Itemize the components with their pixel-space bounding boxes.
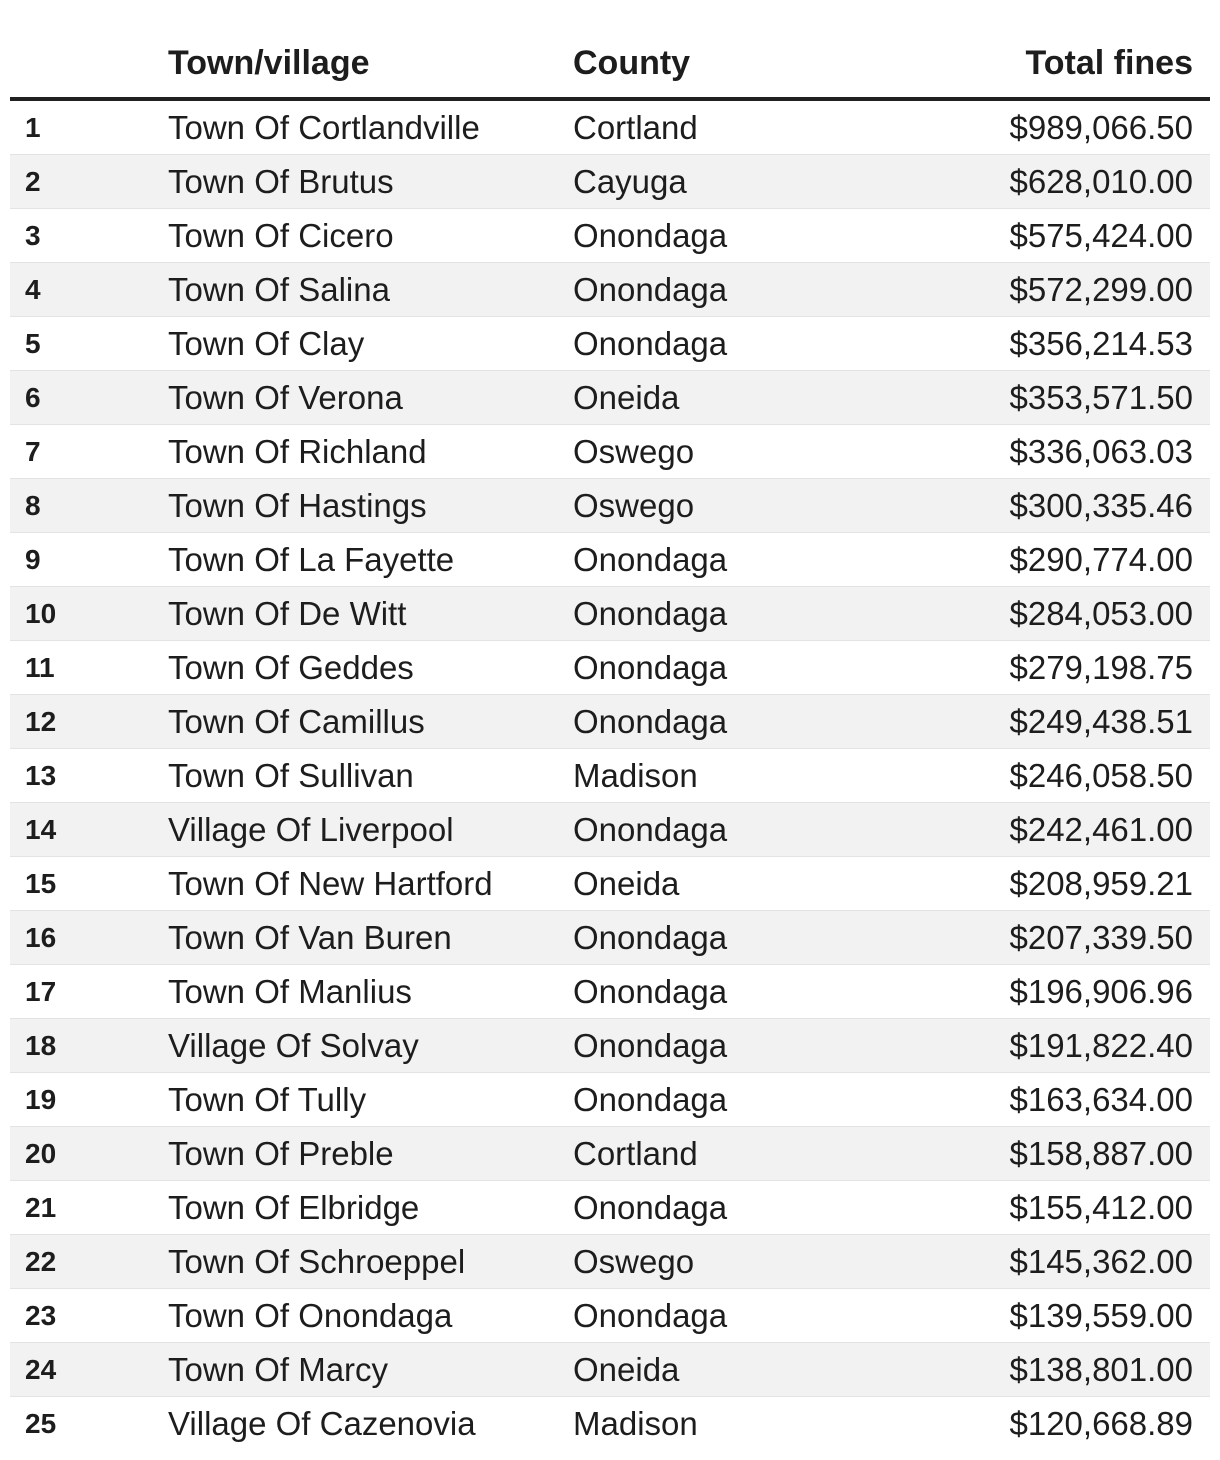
county-cell: Cortland [573, 108, 698, 146]
town-cell: Town Of Clay [168, 317, 573, 371]
fines-cell: $163,634.00 [893, 1073, 1210, 1127]
fines-cell: $989,066.50 [1009, 108, 1193, 146]
county-cell: Onondaga [573, 209, 893, 263]
town-cell: Village Of Liverpool [168, 803, 573, 857]
town-cell: Town Of Preble [168, 1127, 573, 1181]
county-cell: Oswego [573, 479, 893, 533]
col-header-rank [10, 30, 168, 99]
table-row [10, 1073, 1210, 1127]
rank-cell: 13 [10, 749, 168, 803]
table-row [10, 911, 1210, 965]
county-cell: Onondaga [573, 317, 893, 371]
town-cell: Town Of Sullivan [168, 749, 573, 803]
table-row [10, 641, 1210, 695]
town-cell: Town Of Richland [168, 425, 573, 479]
county-cell: Onondaga [573, 965, 893, 1019]
fines-cell: $336,063.03 [893, 425, 1210, 479]
fines-cell: $196,906.96 [893, 965, 1210, 1019]
fines-cell: $120,668.89 [893, 1397, 1210, 1451]
rank-cell: 25 [10, 1397, 168, 1451]
table-row [10, 425, 1210, 479]
rank-cell: 9 [10, 533, 168, 587]
town-cell: Town Of Geddes [168, 641, 573, 695]
county-cell: Madison [573, 749, 893, 803]
county-cell: Oswego [573, 1235, 893, 1289]
town-cell: Town Of Verona [168, 371, 573, 425]
fines-cell: $290,774.00 [893, 533, 1210, 587]
table-row [10, 479, 1210, 533]
col-header-county: County [573, 30, 893, 99]
fines-cell: $191,822.40 [893, 1019, 1210, 1073]
town-cell: Village Of Solvay [168, 1019, 573, 1073]
town-cell: Town Of Marcy [168, 1343, 573, 1397]
rank-cell: 23 [10, 1289, 168, 1343]
county-cell: Onondaga [573, 533, 893, 587]
town-cell: Town Of Schroeppel [168, 1235, 573, 1289]
county-cell: Oneida [573, 371, 893, 425]
rank-cell: 22 [10, 1235, 168, 1289]
rank-cell: 20 [10, 1127, 168, 1181]
fines-cell: $158,887.00 [893, 1127, 1210, 1181]
county-cell: Oneida [573, 857, 893, 911]
fines-cell: $575,424.00 [893, 209, 1210, 263]
fines-cell: $284,053.00 [893, 587, 1210, 641]
table-row [10, 1235, 1210, 1289]
county-cell: Onondaga [573, 1019, 893, 1073]
rank-cell: 4 [10, 263, 168, 317]
fines-cell: $279,198.75 [893, 641, 1210, 695]
rank-cell: 1 [25, 111, 41, 143]
town-cell: Town Of Cicero [168, 209, 573, 263]
fines-cell: $300,335.46 [893, 479, 1210, 533]
fines-cell: $208,959.21 [893, 857, 1210, 911]
county-cell: Onondaga [573, 587, 893, 641]
rank-cell: 10 [10, 587, 168, 641]
table-row [10, 1343, 1210, 1397]
town-cell: Town Of Onondaga [168, 1289, 573, 1343]
county-cell: Madison [573, 1397, 893, 1451]
county-cell: Onondaga [573, 263, 893, 317]
rank-cell: 11 [10, 641, 168, 695]
town-cell: Town Of La Fayette [168, 533, 573, 587]
county-cell: Onondaga [573, 1181, 893, 1235]
county-cell: Onondaga [573, 803, 893, 857]
rank-cell: 14 [10, 803, 168, 857]
col-header-fines: Total fines [893, 30, 1210, 99]
table-row [10, 371, 1210, 425]
rank-cell: 7 [10, 425, 168, 479]
table-row [10, 99, 1210, 155]
county-cell: Onondaga [573, 641, 893, 695]
fines-cell: $572,299.00 [893, 263, 1210, 317]
rank-cell: 16 [10, 911, 168, 965]
town-cell: Village Of Cazenovia [168, 1397, 573, 1451]
rank-cell: 2 [10, 155, 168, 209]
fines-table [10, 30, 1210, 1450]
town-cell: Town Of Camillus [168, 695, 573, 749]
town-cell: Town Of Tully [168, 1073, 573, 1127]
town-cell: Town Of Manlius [168, 965, 573, 1019]
rank-cell: 3 [10, 209, 168, 263]
table-row [10, 695, 1210, 749]
county-cell: Cayuga [573, 155, 893, 209]
table-row [10, 587, 1210, 641]
rank-cell: 5 [10, 317, 168, 371]
table-row [10, 1397, 1210, 1451]
town-cell: Town Of Elbridge [168, 1181, 573, 1235]
fines-cell: $353,571.50 [893, 371, 1210, 425]
table-row [10, 1127, 1210, 1181]
county-cell: Onondaga [573, 1289, 893, 1343]
fines-cell: $628,010.00 [893, 155, 1210, 209]
rank-cell: 12 [10, 695, 168, 749]
county-cell: Cortland [573, 1127, 893, 1181]
header-row [10, 30, 1210, 99]
table-row [10, 209, 1210, 263]
table-row [10, 965, 1210, 1019]
table-row [10, 857, 1210, 911]
table-row [10, 749, 1210, 803]
table-row [10, 1019, 1210, 1073]
county-cell: Onondaga [573, 911, 893, 965]
town-cell: Town Of Brutus [168, 155, 573, 209]
fines-cell: $207,339.50 [893, 911, 1210, 965]
rank-cell: 15 [10, 857, 168, 911]
table-row [10, 263, 1210, 317]
rank-cell: 24 [10, 1343, 168, 1397]
town-cell: Town Of Salina [168, 263, 573, 317]
col-header-town: Town/village [168, 30, 573, 99]
county-cell: Onondaga [573, 1073, 893, 1127]
town-cell: Town Of Cortlandville [168, 108, 480, 146]
fines-cell: $242,461.00 [893, 803, 1210, 857]
fines-cell: $356,214.53 [893, 317, 1210, 371]
table-row [10, 317, 1210, 371]
rank-cell: 19 [10, 1073, 168, 1127]
town-cell: Town Of Hastings [168, 479, 573, 533]
fines-cell: $249,438.51 [893, 695, 1210, 749]
rank-cell: 17 [10, 965, 168, 1019]
fines-cell: $155,412.00 [893, 1181, 1210, 1235]
rank-cell: 6 [10, 371, 168, 425]
county-cell: Oneida [573, 1343, 893, 1397]
rank-cell: 18 [10, 1019, 168, 1073]
table-row [10, 803, 1210, 857]
rank-cell: 8 [10, 479, 168, 533]
table-row [10, 155, 1210, 209]
rank-cell: 21 [10, 1181, 168, 1235]
fines-cell: $138,801.00 [893, 1343, 1210, 1397]
town-cell: Town Of De Witt [168, 587, 573, 641]
fines-cell: $139,559.00 [893, 1289, 1210, 1343]
town-cell: Town Of New Hartford [168, 857, 573, 911]
town-cell: Town Of Van Buren [168, 911, 573, 965]
fines-cell: $145,362.00 [893, 1235, 1210, 1289]
table-row [10, 533, 1210, 587]
county-cell: Onondaga [573, 695, 893, 749]
fines-cell: $246,058.50 [893, 749, 1210, 803]
county-cell: Oswego [573, 425, 893, 479]
table-row [10, 1181, 1210, 1235]
table-row [10, 1289, 1210, 1343]
